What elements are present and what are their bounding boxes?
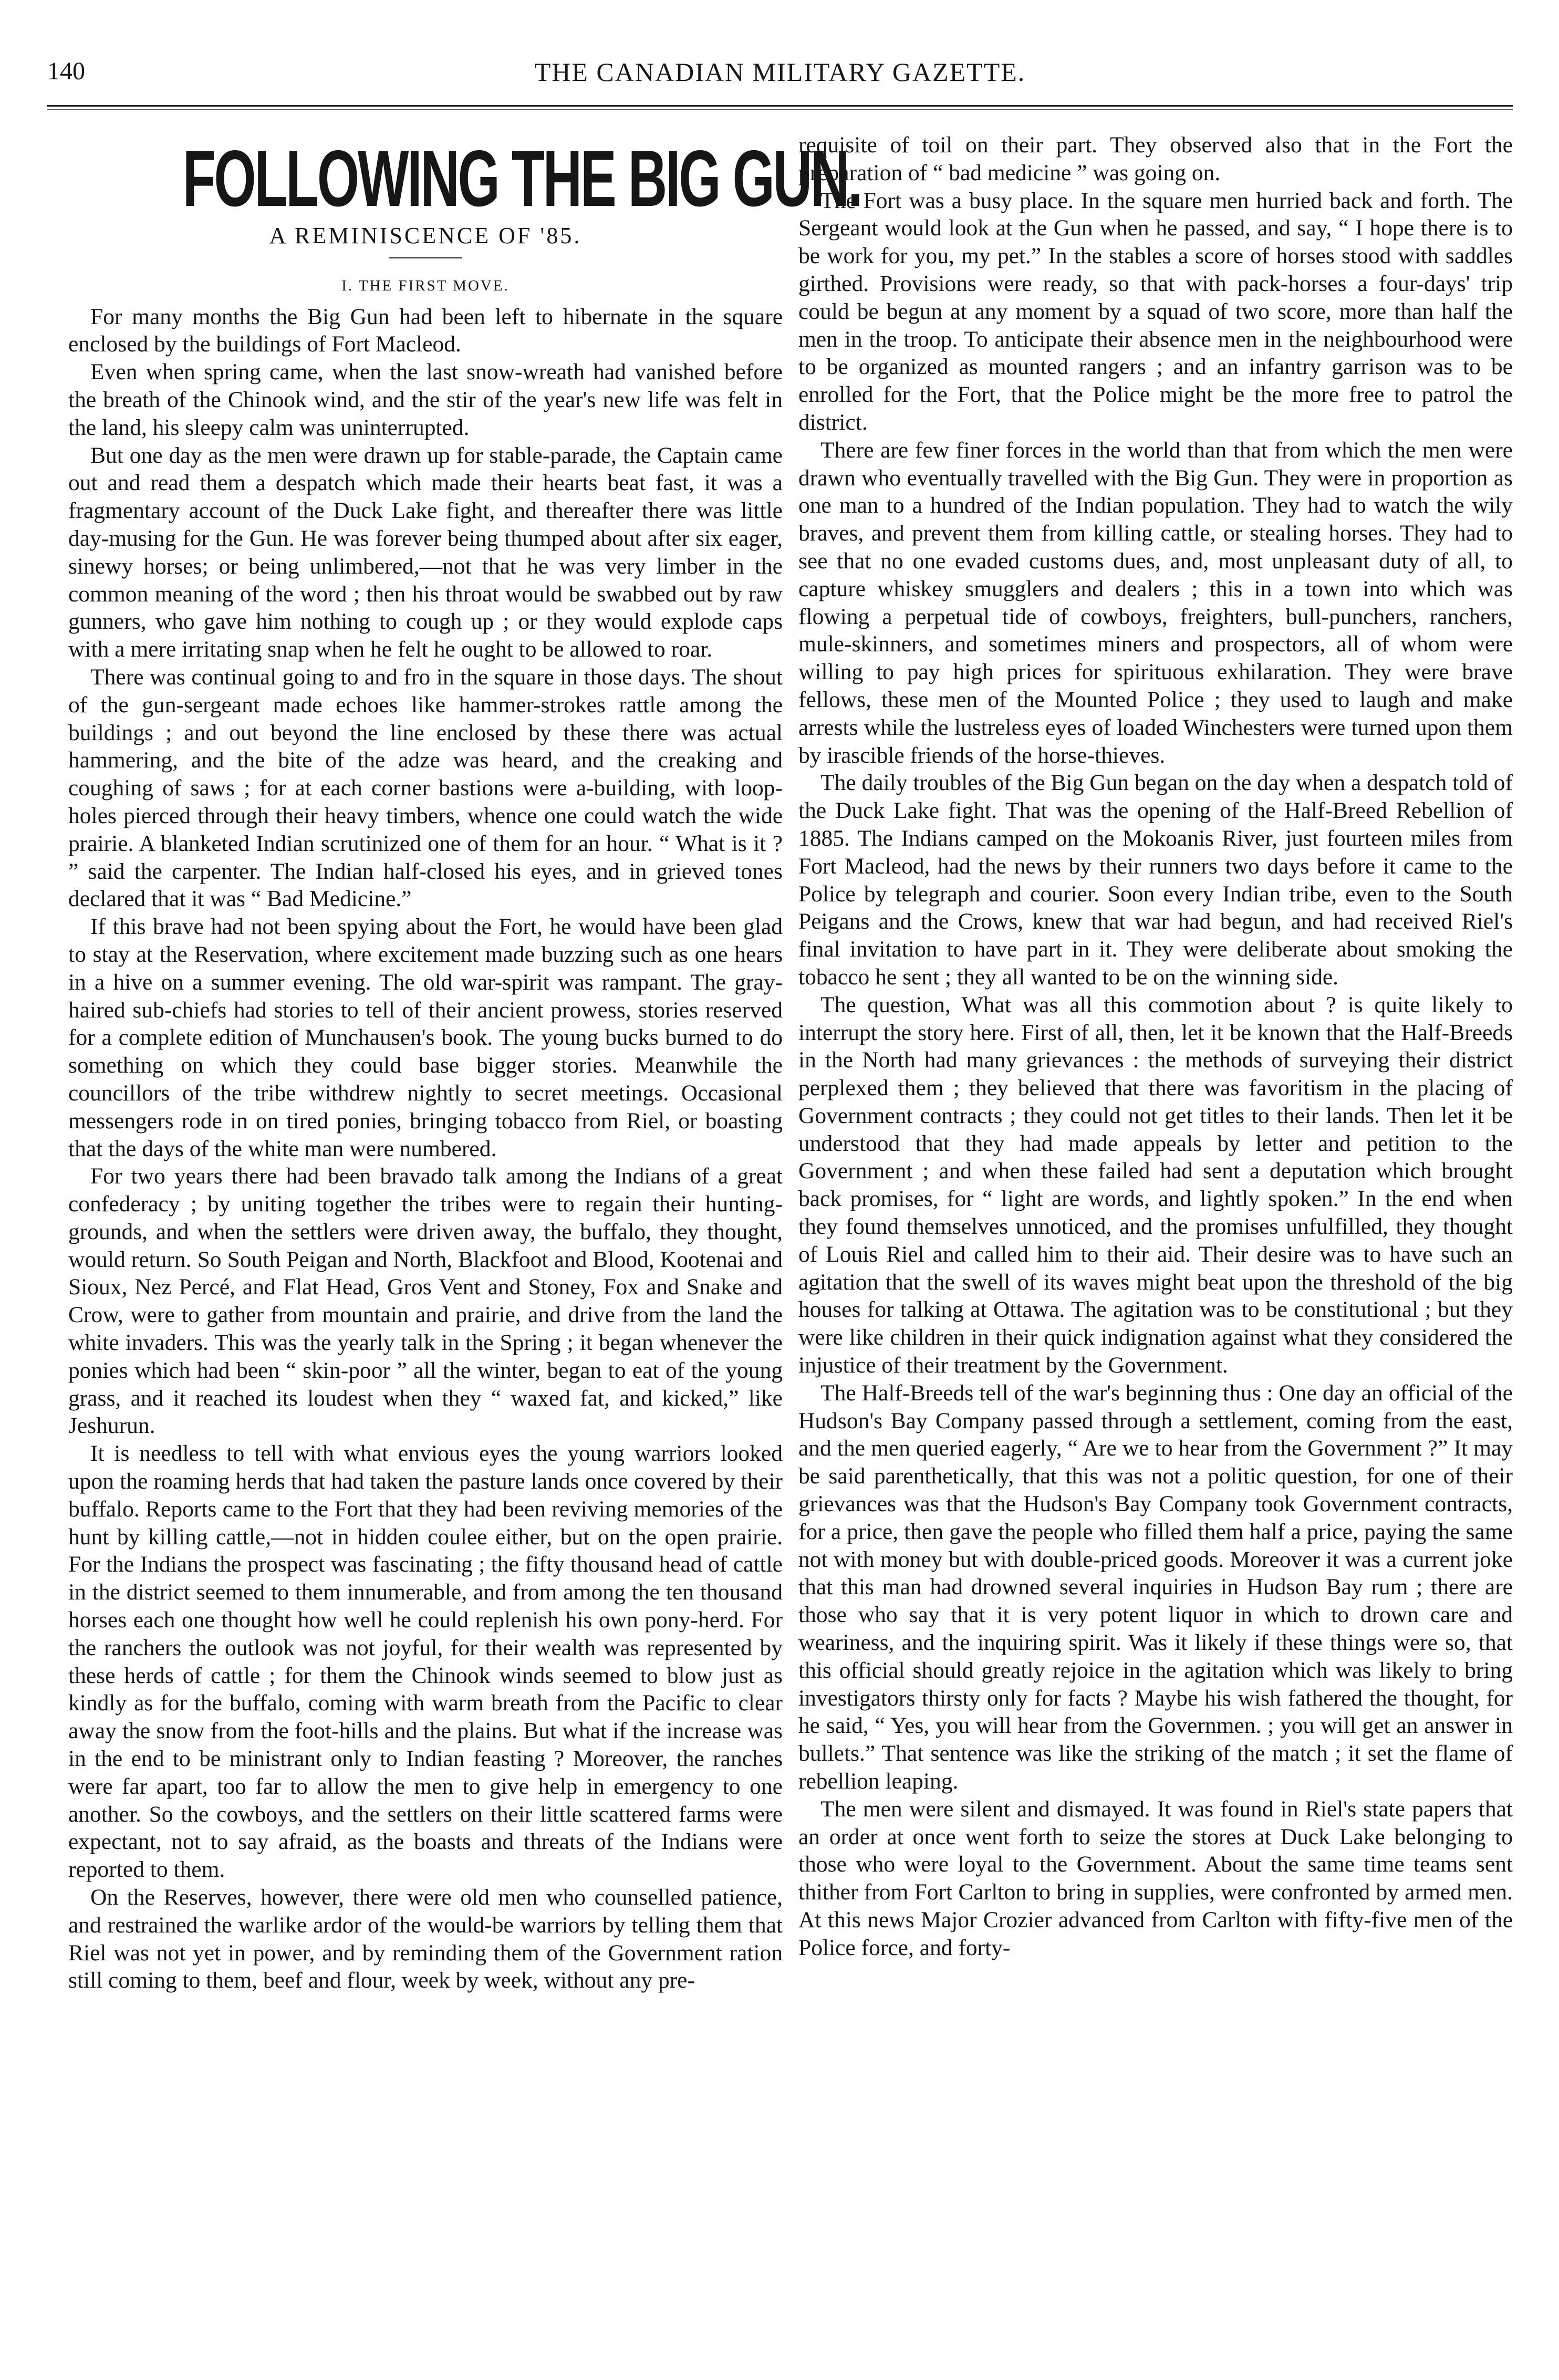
- paragraph: The daily troubles of the Big Gun began on the day when a despatch told of the Duck Lake fight. That was the opening of the Half-Breed Rebellion of 1885. The Indians camped on the Mokoanis River, just fourteen miles from Fort Macleod, had the news by their runners two days before it came to the Police by telegraph and courier. Soon every Indian tribe, even to the South Peigans and the Crows, knew that war had begun, and had received Riel's final invitation to have part in it. They were deliberate about smoking the tobacco he sent ; they all wanted to be on the winning side.: [798, 770, 1513, 990]
- paragraph: For many months the Big Gun had been left to hibernate in the square enclosed by the buildings of Fort Macleod.: [68, 304, 783, 357]
- paragraph: The men were silent and dismayed. It was found in Riel's state papers that an order at once went forth to seize the stores at Duck Lake belonging to those who were loyal to the Government. About the same time teams sent thither from Fort Carlton to bring in supplies, were confronted by armed men. At this news Major Crozier advanced from Carlton with fifty-five men of the Police force, and forty-: [798, 1796, 1513, 1960]
- page-number: 140: [47, 57, 85, 85]
- section-divider: [389, 257, 462, 258]
- paragraph: If this brave had not been spying about the Fort, he would have been glad to stay at the Reservation, where excitement made buzzing such as one hears in a hive on a summer evening. The old war-spirit was rampant. The gray-haired sub-chiefs had stories to tell of their ancient prowess, stories reserved for a complete edition of Munchausen's book. The young bucks burned to do something on which they could base bigger stories. Meanwhile the councillors of the tribe withdrew nightly to secret meetings. Occasional messengers rode in on tired ponies, bringing tobacco from Riel, or boasting that the days of the white man were numbered.: [68, 914, 783, 1161]
- article-subheadline: A REMINISCENCE OF '85.: [269, 223, 582, 248]
- paragraph: The Fort was a busy place. In the square men hurried back and forth. The Sergeant would look at the Gun when he passed, and say, “ I hope there is to be work for you, my pet.” In the stables a score of horses stood with saddles girthed. Provisions were ready, so that with pack-horses a four-days' trip could be begun at any moment by a squad of two score, more than half the men in the troop. To anticipate their absence men in the neighbourhood were to be organized as mounted rangers ; and an infantry garrison was to be enrolled for the Fort, that the Police might be the more free to patrol the district.: [798, 188, 1513, 435]
- paragraph: There are few finer forces in the world than that from which the men were drawn who eventually travelled with the Big Gun. They were in proportion as one man to a hundred of the Indian population. They had to watch the wily braves, and prevent them from killing cattle, or stealing horses. They had to see that no one evaded customs dues, and, most unpleasant duty of all, to capture whiskey smugglers and dealers ; this in a town into which was flowing a perpetual tide of cowboys, freighters, bull-punchers, ranchers, mule-skinners, and sometimes miners and prospectors, all of whom were willing to pay high prices for spirituous exhilaration. They were brave fellows, these men of the Mounted Police ; they used to laugh and make arrests while the lustreless eyes of loaded Winchesters were turned upon them by irascible friends of the horse-thieves.: [798, 437, 1513, 768]
- publication-title: THE CANADIAN MILITARY GAZETTE.: [534, 57, 1026, 87]
- header-rule: [47, 105, 1513, 107]
- paragraph: The Half-Breeds tell of the war's beginning thus : One day an official of the Hudson's Bay Company passed through a settlement, coming from the east, and the men queried eagerly, “ Are we to hear from the Government ?” It may be said parenthetically, that this was not a politic question, for one of their grievances was that the Hudson's Bay Company took Government contracts, for a price, then gave the people who filled them half a price, paying the same not with money but with double-priced goods. Moreover it was a current joke that this man had drowned several inquiries in Hudson Bay rum ; there are those who say that it is very potent liquor in which to drown care and weariness, and the inquiring spirit. Was it likely if these things were so, that this official should greatly rejoice in the agitation which was likely to bring investigators thirsty only for facts ? Maybe his wish fathered the thought, for he said, “ Yes, you will hear from the Governmen. ; you will get an answer in bullets.” That sentence was like the striking of the match ; it set the flame of rebellion leaping.: [798, 1380, 1513, 1794]
- right-column: [798, 131, 1513, 2358]
- paragraph: requisite of toil on their part. They observed also that in the Fort the preparation of “ bad medicine ” was going on.: [798, 132, 1513, 185]
- paragraph: On the Reserves, however, there were old men who counselled patience, and restrained the warlike ardor of the would-be warriors by telling them that Riel was not yet in power, and by reminding them of the Government ration still coming to them, beef and flour, week by week, without any pre-: [68, 1885, 783, 1993]
- section-title: I. THE FIRST MOVE.: [341, 277, 510, 294]
- header-rule-thin: [47, 109, 1513, 110]
- paragraph: There was continual going to and fro in the square in those days. The shout of the gun-sergeant made echoes like hammer-strokes rattle among the buildings ; and out beyond the line enclosed by these there was actual hammering, and the bite of the adze was heard, and the creaking and coughing of saws ; for at each corner bastions were a-building, with loop-holes pierced through their heavy timbers, whence one could watch the wide prairie. A blanketed Indian scrutinized one of them for an hour. “ What is it ? ” said the carpenter. The Indian half-closed his eyes, and in grieved tones declared that it was “ Bad Medicine.”: [68, 664, 783, 912]
- page-header: [47, 57, 1513, 99]
- paragraph: For two years there had been bravado talk among the Indians of a great confederacy ; by uniting together the tribes were to regain their hunting-grounds, and when the settlers were driven away, the buffalo, they thought, would return. So South Peigan and North, Blackfoot and Blood, Kootenai and Sioux, Nez Percé, and Flat Head, Gros Vent and Stoney, Fox and Snake and Crow, were to gather from mountain and prairie, and drive from the land the white invaders. This was the yearly talk in the Spring ; it began whenever the ponies which had been “ skin-poor ” all the winter, began to eat of the young grass, and it reached its loudest when they “ waxed fat, and kicked,” like Jeshurun.: [68, 1163, 783, 1439]
- paragraph: Even when spring came, when the last snow-wreath had vanished before the breath of the Chinook wind, and the stir of the year's new life was felt in the land, his sleepy calm was uninterrupted.: [68, 359, 783, 440]
- paragraph: The question, What was all this commotion about ? is quite likely to interrupt the story here. First of all, then, let it be known that the Half-Breeds in the North had many grievances : the methods of surveying their district perplexed them ; they believed that there was favoritism in the placing of Government contracts ; they could not get titles to their lands. Then let it be understood that they had made appeals by letter and petition to the Government ; and when these failed had sent a deputation which brought back promises, for “ light are words, and lightly spoken.” In the end when they found themselves unnoticed, and the promises unfulfilled, they thought of Louis Riel and called him to their aid. Their desire was to have such an agitation that the swell of its waves might beat upon the threshold of the big houses for talking at Ottawa. The agitation was to be constitutional ; but they were like children in their quick indignation against what they considered the injustice of their treatment by the Government.: [798, 992, 1513, 1378]
- article-headline: FOLLOWING THE BIG GUN.: [182, 134, 861, 223]
- paragraph: But one day as the men were drawn up for stable-parade, the Captain came out and read them a despatch which made their hearts beat fast, it was a fragmentary account of the Duck Lake fight, and thereafter there was little day-musing for the Gun. He was forever being thumped about after six eager, sinewy horses; or being unlimbered,—not that he was very limber in the common meaning of the word ; then his throat would be swabbed out by raw gunners, who gave him nothing to cough up ; or they would explode caps with a mere irritating snap when he felt he ought to be allowed to roar.: [68, 442, 783, 662]
- left-column: [68, 131, 861, 2358]
- paragraph: It is needless to tell with what envious eyes the young warriors looked upon the roaming herds that had taken the pasture lands once covered by their buffalo. Reports came to the Fort that they had been reviving memories of the hunt by killing cattle,—not in hidden coulee either, but on the open prairie. For the Indians the prospect was fascinating ; the fifty thousand head of cattle in the district seemed to them innumerable, and from among the ten thousand horses each one thought how well he could replenish his own pony-herd. For the ranchers the outlook was not joyful, for their wealth was represented by these herds of cattle ; for them the Chinook winds seemed to blow just as kindly as for the buffalo, coming with warm breath from the Pacific to clear away the snow from the foot-hills and the plains. But what if the increase was in the end to be ministrant only to Indian feasting ? Moreover, the ranches were far apart, too far to allow the men to give help in emergency to one another. So the cowboys, and the settlers on their little scattered farms were expectant, not to say afraid, as the boasts and threats of the Indians were reported to them.: [68, 1441, 783, 1883]
